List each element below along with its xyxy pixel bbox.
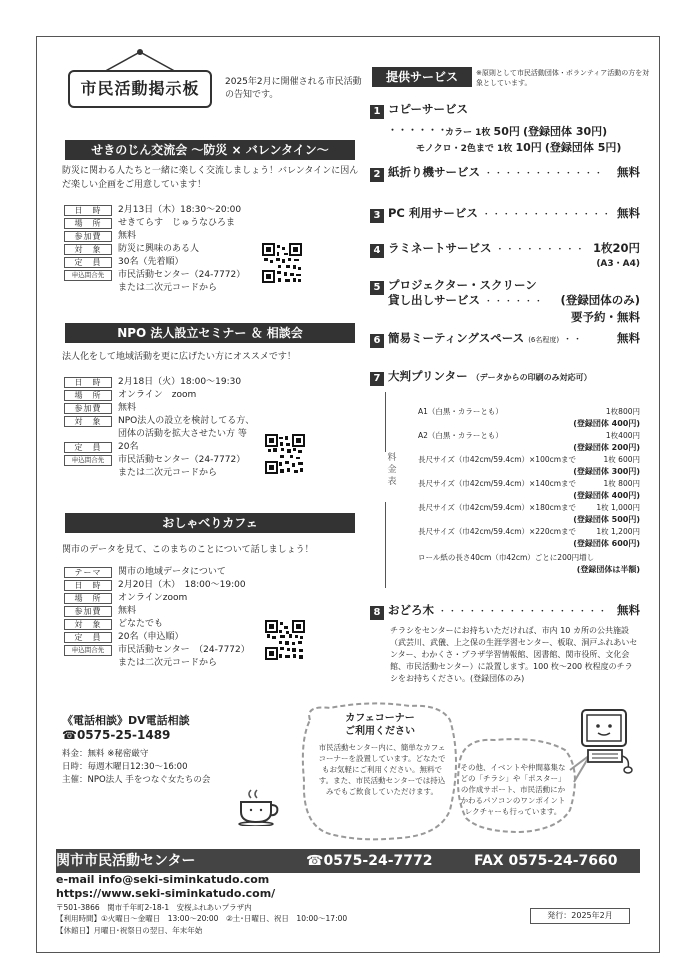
phone-consult-number[interactable]: ☎0575-25-1489: [62, 728, 171, 742]
center-name: 関市市民活動センター: [56, 853, 196, 869]
service-item: 3 PC 利用サービス ・・・・・・・・・・・・・ 無料: [370, 205, 640, 223]
detail-value: または二次元コードから: [118, 283, 218, 293]
detail-value: 無料: [118, 231, 137, 241]
detail-label: 場 所: [64, 593, 112, 604]
phone-consult-organizer: 主催：NPO法人 手をつなぐ女たちの会: [62, 775, 211, 785]
price-member: (登録団体 400円): [573, 491, 640, 500]
detail-label: [64, 658, 112, 669]
service-title: コピーサービス: [388, 102, 469, 116]
detail-row: [64, 631, 260, 644]
detail-value: 市民活動センター（24-7772）: [118, 270, 246, 280]
detail-label: [64, 468, 112, 479]
detail-row: [64, 256, 260, 269]
service-title: プロジェクター・スクリーン: [388, 278, 537, 292]
detail-value: 2月13日（木）18:30～20:00: [118, 205, 242, 215]
price-row: 長尺サイズ（巾42cm/59.4cm）×140cmまで 1枚 800円: [418, 479, 640, 488]
detail-value: 市民活動センター （24-7772）: [118, 645, 250, 655]
services-note: ※原則として市民活動団体・ボランティア活動の方を対象としています。: [476, 69, 650, 87]
detail-value: または二次元コードから: [118, 658, 218, 668]
detail-label: 日 時: [64, 580, 112, 591]
detail-value: 無料: [118, 403, 137, 413]
event-title: せきのじん交流会 ～防災 × バレンタイン～: [65, 140, 355, 160]
detail-row: [64, 243, 260, 256]
service-odoroki: 8 おどろ木 ・・・・・・・・・・・・・・・・・ 無料: [370, 602, 640, 620]
service-number: 3: [370, 209, 384, 223]
service-number: 8: [370, 606, 384, 620]
detail-row: [64, 566, 260, 579]
price-row: ロール紙の長さ40cm（巾42cm）ごとに200円増し: [418, 553, 595, 562]
detail-value: 20名: [118, 442, 139, 452]
detail-value: 無料: [118, 606, 137, 616]
detail-row: [64, 644, 260, 657]
event-title: おしゃべりカフェ: [65, 513, 355, 533]
detail-row: [64, 415, 260, 428]
service-price: 無料: [617, 206, 640, 220]
price-member: (登録団体 500円): [573, 515, 640, 524]
detail-value: 防災に興味のある人: [118, 244, 200, 254]
service-title: 紙折り機サービス: [388, 165, 480, 179]
footer-bar: [56, 849, 640, 873]
price-member: (登録団体 300円): [573, 467, 640, 476]
service-title-line2: 貸し出しサービス ・・・・・・: [388, 293, 544, 307]
detail-value: 2月20日（木） 18:00～19:00: [118, 580, 246, 590]
coffee-cup-icon: [237, 788, 283, 826]
event-details: [64, 204, 260, 295]
event-details: [64, 376, 260, 480]
price-member: (登録団体は半額): [576, 565, 640, 574]
copy-color-price: カラー 1枚 50円 (登録団体 30円): [445, 125, 608, 138]
detail-row: [64, 402, 260, 415]
price-row: A1（白黒・カラーとも） 1枚800円: [418, 407, 640, 416]
copy-mono-price: モノクロ・2色まで 1枚 10円 (登録団体 5円): [416, 141, 622, 154]
cafe-corner-description: 市民活動センター内に、簡単なカフェコーナーを設置しています。どなたでもお気軽にご利用ください。無料です。また、市民活動センターでは持込みでもご飲食していただけます。: [318, 743, 446, 796]
services-header: 提供サービス: [372, 67, 472, 87]
detail-label: 日 時: [64, 377, 112, 388]
event-title: NPO 法人設立セミナー ＆ 相談会: [65, 323, 355, 343]
center-fax: FAX 0575-24-7660: [474, 853, 618, 869]
detail-value: せきてらす じゅうなひろま: [118, 218, 236, 228]
detail-row: [64, 269, 260, 282]
service-number: 1: [370, 105, 384, 119]
detail-value: オンライン zoom: [118, 390, 197, 400]
service-number: 5: [370, 281, 384, 295]
detail-label: 場 所: [64, 218, 112, 229]
service-title: おどろ木: [388, 603, 434, 617]
detail-label: [64, 283, 112, 294]
service-number: 6: [370, 334, 384, 348]
service-item: [370, 277, 640, 325]
detail-row: [64, 389, 260, 402]
service-price: (登録団体のみ): [560, 293, 640, 307]
detail-label: 申込問合先: [64, 645, 112, 656]
service-sub: 要予約・無料: [571, 310, 640, 324]
detail-label: [64, 429, 112, 440]
phone-consult-time: 日時：毎週木曜日12:30～16:00: [62, 762, 188, 772]
issue-date: 発行：2025年2月: [530, 908, 630, 924]
detail-label: 申込問合先: [64, 270, 112, 281]
detail-label: 定 員: [64, 442, 112, 453]
service-item: 4 ラミネートサービス ・・・・・・・・・ 1枚20円 (A3・A4): [370, 240, 640, 270]
service-price: 無料: [617, 165, 640, 179]
signboard: [60, 44, 220, 114]
detail-value: NPO法人の設立を検討してる方、: [118, 416, 255, 426]
service-item: 2 紙折り機サービス ・・・・・・・・・・・・ 無料: [370, 164, 640, 182]
price-member: (登録団体 200円): [573, 443, 640, 452]
qr-code-icon[interactable]: [265, 620, 305, 660]
event-details: [64, 566, 260, 670]
event-description: 関市のデータを見て、このまちのことについて話しましょう！: [62, 545, 314, 555]
detail-label: 対 象: [64, 619, 112, 630]
price-table-label: 料金表: [385, 452, 399, 502]
service-number: 4: [370, 244, 384, 258]
detail-label: 対 象: [64, 244, 112, 255]
detail-value: 2月18日（火）18:00～19:30: [118, 377, 242, 387]
detail-label: 参加費: [64, 606, 112, 617]
service-price: 無料: [617, 331, 640, 345]
service-title-note: (6名程度): [528, 336, 560, 344]
service-title: ラミネートサービス: [388, 241, 492, 255]
price-table: [385, 392, 640, 588]
center-address: 〒501-3866 関市千年町2-18-1 安桜ふれあいプラザ内: [56, 903, 252, 912]
service-price: 無料: [617, 603, 640, 617]
price-row: 長尺サイズ（巾42cm/59.4cm）×180cmまで 1枚 1,000円: [418, 503, 640, 512]
detail-label: テーマ: [64, 567, 112, 578]
service-sub: (A3・A4): [596, 259, 640, 269]
signboard-intro: 2025年2月に開催される市民活動の告知です。: [225, 77, 362, 100]
detail-label: 申込問合先: [64, 455, 112, 466]
detail-row: [64, 579, 260, 592]
service-title: 大判プリンター: [388, 369, 468, 383]
detail-value: 20名（申込順）: [118, 632, 184, 642]
service-printer: [370, 368, 640, 386]
phone-consult-info: [62, 748, 262, 787]
phone-consult-title: 《電話相談》DV電話相談: [62, 714, 190, 727]
detail-value: どなたでも: [118, 619, 164, 629]
detail-row: [64, 454, 260, 467]
service-copy: [370, 101, 640, 161]
detail-value: 30名（先着順）: [118, 257, 184, 267]
detail-label: 日 時: [64, 205, 112, 216]
center-url[interactable]: https://www.seki-siminkatudo.com/: [56, 887, 276, 900]
dot-leader: ・・・・・・: [388, 126, 449, 136]
detail-value: または二次元コードから: [118, 468, 218, 478]
cafe-corner-title: カフェコーナー ご利用ください: [345, 713, 415, 737]
qr-code-icon[interactable]: [262, 243, 302, 283]
computer-icon: [578, 706, 636, 776]
detail-value: オンラインzoom: [118, 593, 188, 603]
odoroki-description: チラシをセンターにお持ちいただければ、市内 10 カ所の公共施設（武芸川、武儀、上之保の生涯学習センター、板取、洞戸ふれあいセンター、わかくさ・プラザ学習情報館、図書館、関市役所、文化会館、市民活動センター）に設置します。100 枚～200 枚程度のチラシをお持ちください。(登録団体のみ): [390, 626, 638, 683]
detail-value: 市民活動センター（24-7772）: [118, 455, 246, 465]
detail-row: [64, 441, 260, 454]
detail-row: [64, 282, 260, 295]
detail-value: 関市の地域データについて: [118, 567, 226, 577]
detail-row: [64, 657, 260, 670]
price-member: (登録団体 400円): [573, 419, 640, 428]
detail-label: 定 員: [64, 257, 112, 268]
detail-row: [64, 618, 260, 631]
detail-row: [64, 605, 260, 618]
detail-row: [64, 467, 260, 480]
detail-label: 参加費: [64, 403, 112, 414]
opening-hours: 【利用時間】①火曜日～金曜日 13:00～20:00 ②土･日曜日、祝日 10:00～17:00: [56, 914, 348, 923]
service-number: 2: [370, 168, 384, 182]
price-row: 長尺サイズ（巾42cm/59.4cm）×220cmまで 1枚 1,200円: [418, 527, 640, 536]
detail-value: 団体の活動を拡大させたい方 等: [118, 429, 247, 439]
detail-row: [64, 217, 260, 230]
price-row: A2（白黒・カラーとも） 1枚400円: [418, 431, 640, 440]
center-tel[interactable]: ☎0575-24-7772: [306, 853, 433, 869]
service-title: PC 利用サービス: [388, 206, 478, 220]
signboard-title: 市民活動掲示板: [68, 70, 212, 108]
service-number: 7: [370, 372, 384, 386]
detail-row: [64, 428, 260, 441]
support-description: その他、イベントや仲間募集などの「チラシ」や「ポスター」の作成サポート、市民活動にかかわるパソコンのワンポイントレクチャーも行っています。: [460, 763, 566, 816]
detail-label: 対 象: [64, 416, 112, 427]
service-title-note: （データからの印刷のみ対応可）: [471, 373, 592, 382]
service-item: 6 簡易ミーティングスペース (6名程度) ・・ 無料: [370, 330, 640, 348]
phone-consult-fee: 料金：無料 ※秘密厳守: [62, 749, 149, 759]
detail-label: 参加費: [64, 231, 112, 242]
detail-row: [64, 204, 260, 217]
price-member: (登録団体 600円): [573, 539, 640, 548]
service-price: 1枚20円: [592, 241, 640, 255]
center-email[interactable]: e-mail info@seki-siminkatudo.com: [56, 873, 270, 886]
event-description: 防災に関わる人たちと一緒に楽しく交流しましょう！バレンタインに因んだ楽しい企画をご用意しています！: [62, 166, 359, 190]
detail-row: [64, 230, 260, 243]
closed-days: 【休館日】月曜日･祝祭日の翌日、年末年始: [56, 926, 203, 935]
detail-label: 定 員: [64, 632, 112, 643]
detail-row: [64, 376, 260, 389]
qr-code-icon[interactable]: [265, 434, 305, 474]
service-title: 簡易ミーティングスペース: [388, 331, 525, 345]
price-row: 長尺サイズ（巾42cm/59.4cm）×100cmまで 1枚 600円: [418, 455, 640, 464]
detail-row: [64, 592, 260, 605]
detail-label: 場 所: [64, 390, 112, 401]
event-description: 法人化をして地域活動を更に広げたい方にオススメです！: [62, 352, 296, 362]
